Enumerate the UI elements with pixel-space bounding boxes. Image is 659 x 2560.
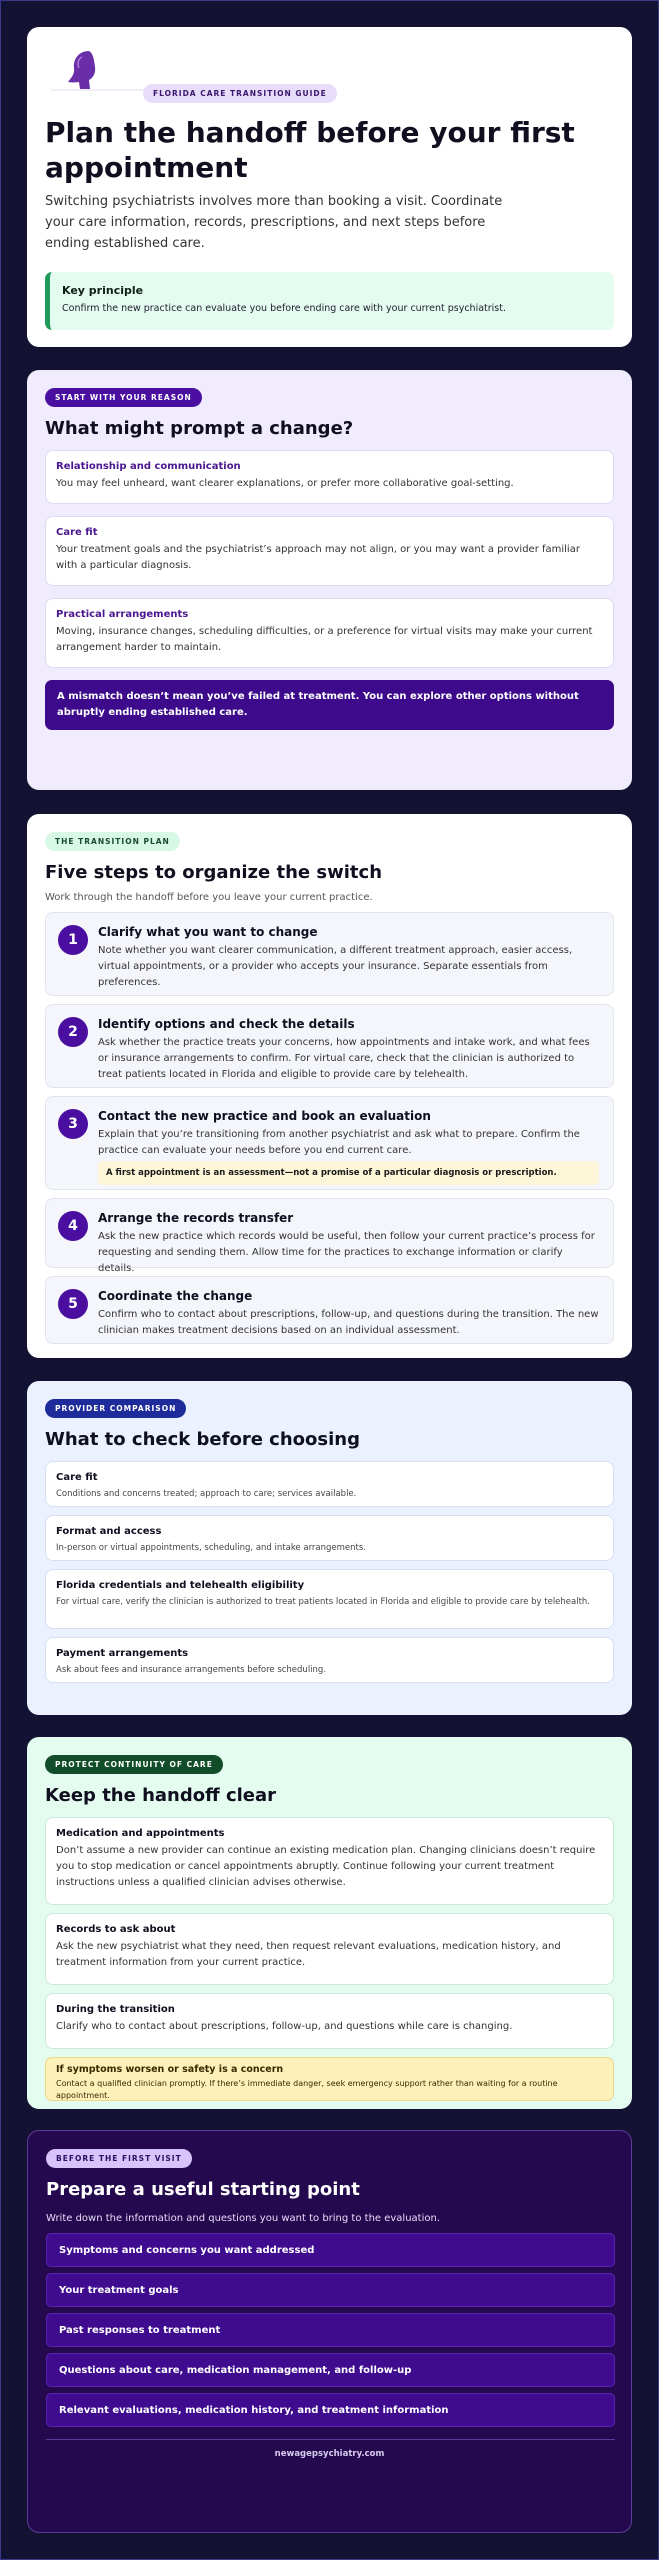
prepare-card — [27, 2130, 632, 2533]
compare-item — [45, 1461, 614, 1507]
compare-item-title: Payment arrangements — [56, 1648, 189, 1659]
continuity-title: Keep the handoff clear — [45, 1785, 277, 1806]
compare-item-text: For virtual care, verify the clinician is authorized to treat patients located in Florida and eligible to provide care by telehealth. — [56, 1597, 591, 1607]
step-title: Clarify what you want to change — [98, 925, 318, 939]
reason-title: Practical arrangements — [56, 609, 189, 620]
step-text: Confirm who to contact about prescriptions, follow-up, and questions during the transition. The new clinician makes treatment decisions based on an individual assessment. — [98, 1309, 599, 1336]
page-title — [45, 115, 615, 185]
compare-badge: PROVIDER COMPARISON — [45, 1399, 186, 1418]
step-card — [45, 1096, 614, 1190]
key-principle-title: Key principle — [62, 284, 144, 297]
plan-card — [27, 814, 632, 1358]
safety-warning-box — [45, 2057, 614, 2101]
continuity-item-text: Clarify who to contact about prescriptions, follow-up, and questions while care is changing. — [56, 2021, 513, 2032]
prepare-title: Prepare a useful starting point — [46, 2179, 360, 2200]
step-note: A first appointment is an assessment—not a promise of a particular diagnosis or prescription. — [98, 1161, 599, 1185]
step-text: Explain that you’re transitioning from another psychiatrist and ask what to prepare. Confirm the practice can evaluate your needs before you end current care. — [98, 1129, 580, 1156]
prepare-badge: BEFORE THE FIRST VISIT — [46, 2149, 192, 2168]
continuity-item-text: Don’t assume a new provider can continue an existing medication plan. Changing clinicians doesn’t require you to stop medication or cancel appointments abruptly. Continue following your current treatment instructions unless a qualified clinician advises otherwise. — [56, 1845, 596, 1888]
continuity-card — [27, 1737, 632, 2109]
compare-item — [45, 1569, 614, 1629]
continuity-item-title: Records to ask about — [56, 1924, 176, 1935]
step-number: 2 — [58, 1017, 88, 1047]
footer-divider — [46, 2439, 615, 2440]
step-text: Ask whether the practice treats your concerns, how appointments and intake work, and what fees or insurance arrangements to confirm. For virtual care, check that the clinician is authorized to treat patients located in Florida and eligible to provide care by telehealth. — [98, 1037, 590, 1080]
continuity-item-text: Ask the new psychiatrist what they need, then request relevant evaluations, medication history, and treatment information from your current practice. — [56, 1941, 561, 1968]
compare-card — [27, 1381, 632, 1715]
page-title-line2: appointment — [45, 151, 248, 184]
continuity-item — [45, 1993, 614, 2049]
step-number: 5 — [58, 1289, 88, 1319]
step-card — [45, 1198, 614, 1274]
hero-card — [27, 27, 632, 347]
safety-warning-text: Contact a qualified clinician promptly. If there’s immediate danger, seek emergency support rather than waiting for a routine appointment. — [56, 2079, 558, 2100]
reasons-callout: A mismatch doesn’t mean you’ve failed at treatment. You can explore other options without abruptly ending established care. — [45, 680, 614, 730]
step-card — [45, 1004, 614, 1088]
reason-text: Moving, insurance changes, scheduling difficulties, or a preference for virtual visits may make your current arrangement harder to maintain. — [56, 626, 593, 653]
page-title-line1: Plan the handoff before your first — [45, 116, 575, 149]
compare-item-title: Florida credentials and telehealth eligibility — [56, 1580, 305, 1591]
safety-warning-title: If symptoms worsen or safety is a concern — [56, 2064, 284, 2075]
compare-item-text: In-person or virtual appointments, scheduling, and intake arrangements. — [56, 1543, 366, 1553]
step-card — [45, 1276, 614, 1344]
reasons-badge: START WITH YOUR REASON — [45, 388, 202, 407]
step-text: Note whether you want clearer communication, a different treatment approach, easier access, virtual appointments, or a provider who accepts your insurance. Separate essentials from preferences. — [98, 945, 573, 988]
prepare-item: Relevant evaluations, medication history, and treatment information — [46, 2393, 615, 2427]
continuity-item-title: During the transition — [56, 2004, 175, 2015]
prepare-item: Past responses to treatment — [46, 2313, 615, 2347]
step-title: Coordinate the change — [98, 1289, 253, 1303]
reason-title: Relationship and communication — [56, 461, 241, 472]
reason-title: Care fit — [56, 527, 98, 538]
key-principle-text: Confirm the new practice can evaluate you before ending care with your current psychiatrist. — [62, 303, 507, 314]
reason-text: You may feel unheard, want clearer explanations, or prefer more collaborative goal-setting. — [56, 478, 514, 489]
hero-badge: FLORIDA CARE TRANSITION GUIDE — [143, 84, 337, 103]
compare-title: What to check before choosing — [45, 1429, 360, 1450]
continuity-item — [45, 1817, 614, 1905]
prepare-subtitle: Write down the information and questions you want to bring to the evaluation. — [46, 2213, 441, 2224]
step-number: 1 — [58, 925, 88, 955]
key-principle-box — [45, 272, 614, 330]
plan-subtitle: Work through the handoff before you leave your current practice. — [45, 892, 373, 903]
reason-item — [45, 516, 614, 586]
compare-item-text: Ask about fees and insurance arrangements before scheduling. — [56, 1665, 327, 1675]
hero-intro: Switching psychiatrists involves more than booking a visit. Coordinate your care information, records, prescriptions, and next steps before ending established care. — [45, 194, 503, 251]
reason-text: Your treatment goals and the psychiatrist’s approach may not align, or you may want a provider familiar with a particular diagnosis. — [56, 544, 580, 571]
step-title: Identify options and check the details — [98, 1017, 355, 1031]
continuity-badge: PROTECT CONTINUITY OF CARE — [45, 1755, 223, 1774]
compare-item-text: Conditions and concerns treated; approach to care; services available. — [56, 1489, 357, 1499]
reasons-title: What might prompt a change? — [45, 418, 354, 439]
head-profile-icon — [49, 49, 159, 91]
step-title: Contact the new practice and book an evaluation — [98, 1109, 431, 1123]
reason-item — [45, 598, 614, 668]
continuity-item-title: Medication and appointments — [56, 1828, 225, 1839]
step-text: Ask the new practice which records would be useful, then follow your current practice’s process for requesting and sending them. Allow time for the practices to exchange information or clarify details. — [98, 1231, 595, 1274]
continuity-item — [45, 1913, 614, 1985]
prepare-item: Symptoms and concerns you want addressed — [46, 2233, 615, 2267]
compare-item — [45, 1637, 614, 1683]
step-title: Arrange the records transfer — [98, 1211, 294, 1225]
step-number: 4 — [58, 1211, 88, 1241]
prepare-item: Your treatment goals — [46, 2273, 615, 2307]
prepare-item: Questions about care, medication management, and follow-up — [46, 2353, 615, 2387]
plan-title: Five steps to organize the switch — [45, 862, 383, 883]
compare-item-title: Format and access — [56, 1526, 162, 1537]
compare-item-title: Care fit — [56, 1472, 98, 1483]
reasons-card — [27, 370, 632, 790]
compare-item — [45, 1515, 614, 1561]
step-card — [45, 912, 614, 996]
step-number: 3 — [58, 1109, 88, 1139]
plan-badge: THE TRANSITION PLAN — [45, 832, 180, 851]
reason-item — [45, 450, 614, 504]
footer-link[interactable]: newagepsychiatry.com — [274, 2449, 385, 2459]
